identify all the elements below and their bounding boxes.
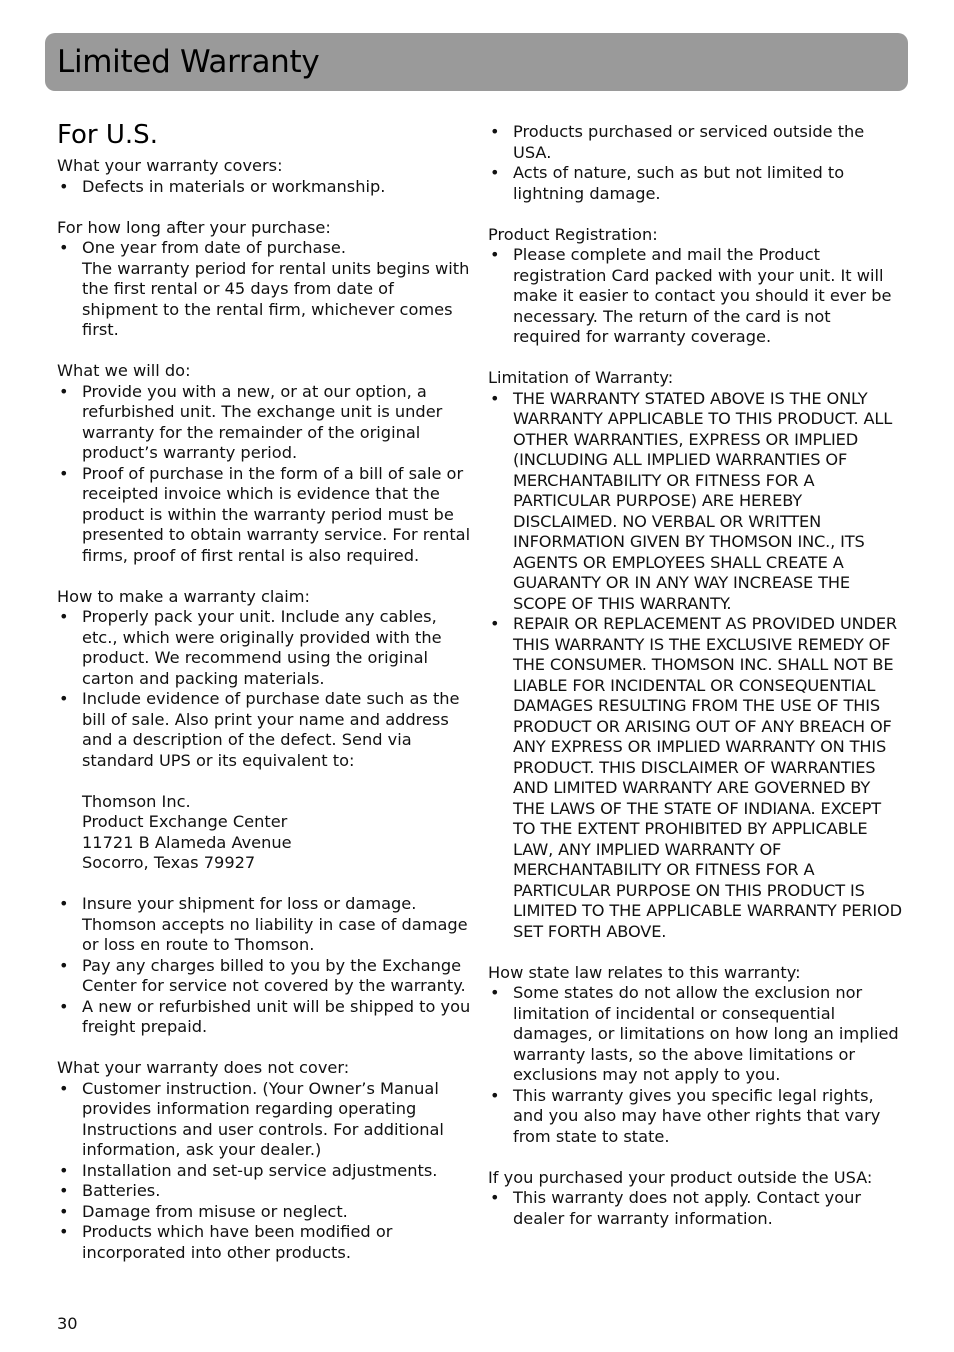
registration-list bbox=[488, 245, 903, 348]
how-long-section bbox=[57, 218, 472, 341]
list-item: • Properly pack your unit. Include any cables, etc., which were originally provided with the product. We recommend using the original carton and packing materials. bbox=[57, 607, 472, 689]
claim-section bbox=[57, 587, 472, 1038]
state-law-list bbox=[488, 983, 903, 1147]
right-column bbox=[488, 122, 903, 1250]
list-item: • Pay any charges billed to you by the Exchange Center for service not covered by the warranty. bbox=[57, 956, 472, 997]
registration-label: Product Registration: bbox=[488, 224, 658, 244]
address-line: Socorro, Texas 79927 bbox=[82, 853, 256, 872]
address-line: Product Exchange Center bbox=[82, 812, 288, 831]
how-long-label: For how long after your purchase: bbox=[57, 217, 331, 237]
address-line: 11721 B Alameda Avenue bbox=[82, 832, 292, 852]
covers-list bbox=[57, 177, 472, 198]
list-item: • A new or refurbished unit will be shipped to you freight prepaid. bbox=[57, 997, 472, 1038]
list-item: • REPAIR OR REPLACEMENT AS PROVIDED UNDER THIS WARRANTY IS THE EXCLUSIVE REMEDY OF THE CONSUMER. THOMSON INC. SHALL NOT BE LIABLE FOR INCIDENTAL OR CONSEQUENTIAL DAMAGES RESULTING FROM THE USE OF THIS PRODUCT OR ARISING OUT OF ANY BREACH OF ANY EXPRESS OR IMPLIED WARRANTY ON THIS PRODUCT. THIS DISCLAIMER OF WARRANTIES AND LIMITED WARRANTY ARE GOVERNED BY THE LAWS OF THE STATE OF INDIANA. EXCEPT TO THE EXTENT PROHIBITED BY APPLICABLE LAW, ANY IMPLIED WARRANTY OF MERCHANTABILITY OR FITNESS FOR A PARTICULAR PURPOSE ON THIS PRODUCT IS LIMITED TO THE APPLICABLE WARRANTY PERIOD SET FORTH ABOVE. bbox=[488, 614, 903, 942]
list-item: • This warranty does not apply. Contact your dealer for warranty information. bbox=[488, 1188, 903, 1229]
address-line: Thomson Inc. bbox=[82, 791, 191, 811]
not-cover-label: What your warranty does not cover: bbox=[57, 1058, 350, 1077]
limitation-section bbox=[488, 368, 903, 942]
how-long-list bbox=[57, 238, 472, 341]
claim-list bbox=[57, 607, 472, 771]
list-item: • Please complete and mail the Product registration Card packed with your unit. It will make it easier to contact you should it ever be necessary. The return of the card is not required for warranty coverage. bbox=[488, 245, 903, 348]
list-item: • Include evidence of purchase date such as the bill of sale. Also print your name and address and a description of the defect. Send via standard UPS or its equivalent to: bbox=[57, 689, 472, 771]
not-cover-cont-list bbox=[488, 122, 903, 204]
we-will-do-section bbox=[57, 361, 472, 566]
covers-label: What your warranty covers: bbox=[57, 156, 283, 175]
how-long-primary: • One year from date of purchase. bbox=[82, 238, 347, 257]
list-item bbox=[57, 238, 472, 341]
list-item: • Some states do not allow the exclusion nor limitation of incidental or consequential damages, or limitations on how long an implied warranty lasts, so the above limitations or exclusions may not apply to you. bbox=[488, 983, 903, 1086]
claim-list-after bbox=[57, 894, 472, 1038]
how-long-rental-note: The warranty period for rental units begins with the first rental or 45 days from date of shipment to the rental firm, whichever comes first. bbox=[82, 258, 470, 339]
outside-usa-list bbox=[488, 1188, 903, 1229]
outside-usa-section bbox=[488, 1168, 903, 1230]
list-item: • Products which have been modified or incorporated into other products. bbox=[57, 1222, 472, 1263]
list-item: • Batteries. bbox=[57, 1181, 472, 1202]
list-item: • Acts of nature, such as but not limited to lightning damage. bbox=[488, 163, 903, 204]
state-law-section bbox=[488, 963, 903, 1148]
outside-usa-label: If you purchased your product outside the USA: bbox=[488, 1167, 873, 1187]
list-item: • Insure your shipment for loss or damage. Thomson accepts no liability in case of damage or loss en route to Thomson. bbox=[57, 894, 472, 956]
exchange-address bbox=[57, 792, 472, 874]
covers-section bbox=[57, 156, 472, 197]
list-item: • Damage from misuse or neglect. bbox=[57, 1202, 472, 1223]
state-law-label: How state law relates to this warranty: bbox=[488, 962, 801, 982]
we-will-do-label: What we will do: bbox=[57, 361, 191, 380]
list-item: • This warranty gives you specific legal rights, and you also may have other rights that vary from state to state. bbox=[488, 1086, 903, 1148]
limitation-list bbox=[488, 389, 903, 943]
page-number: 30 bbox=[57, 1314, 78, 1333]
registration-section bbox=[488, 225, 903, 348]
header-bar bbox=[45, 33, 908, 91]
not-cover-section bbox=[57, 1058, 472, 1263]
list-item: • Customer instruction. (Your Owner’s Manual provides information regarding operating Instructions and user controls. For additional information, ask your dealer.) bbox=[57, 1079, 472, 1161]
list-item: • Provide you with a new, or at our option, a refurbished unit. The exchange unit is under warranty for the remainder of the original product’s warranty period. bbox=[57, 382, 472, 464]
we-will-do-list bbox=[57, 382, 472, 567]
list-item: • Products purchased or serviced outside the USA. bbox=[488, 122, 903, 163]
limitation-label: Limitation of Warranty: bbox=[488, 368, 674, 387]
section-title: For U.S. bbox=[57, 120, 158, 150]
left-column bbox=[57, 118, 472, 1284]
list-item: • THE WARRANTY STATED ABOVE IS THE ONLY WARRANTY APPLICABLE TO THIS PRODUCT. ALL OTHER WARRANTIES, EXPRESS OR IMPLIED (INCLUDING ALL IMPLIED WARRANTIES OF MERCHANTABILITY OR FITNESS FOR A PARTICULAR PURPOSE) ARE HEREBY DISCLAIMED. NO VERBAL OR WRITTEN INFORMATION GIVEN BY THOMSON INC., ITS AGENTS OR EMPLOYEES SHALL CREATE A GUARANTY OR IN ANY WAY INCREASE THE SCOPE OF THIS WARRANTY. bbox=[488, 389, 903, 615]
not-cover-list bbox=[57, 1079, 472, 1264]
list-item: • Defects in materials or workmanship. bbox=[57, 177, 472, 198]
list-item: • Installation and set-up service adjustments. bbox=[57, 1161, 472, 1182]
claim-label: How to make a warranty claim: bbox=[57, 586, 310, 606]
list-item: • Proof of purchase in the form of a bill of sale or receipted invoice which is evidence that the product is within the warranty period must be presented to obtain warranty service. For rental firms, proof of first rental is also required. bbox=[57, 464, 472, 567]
page-title: Limited Warranty bbox=[57, 44, 320, 80]
not-cover-continued bbox=[488, 122, 903, 204]
